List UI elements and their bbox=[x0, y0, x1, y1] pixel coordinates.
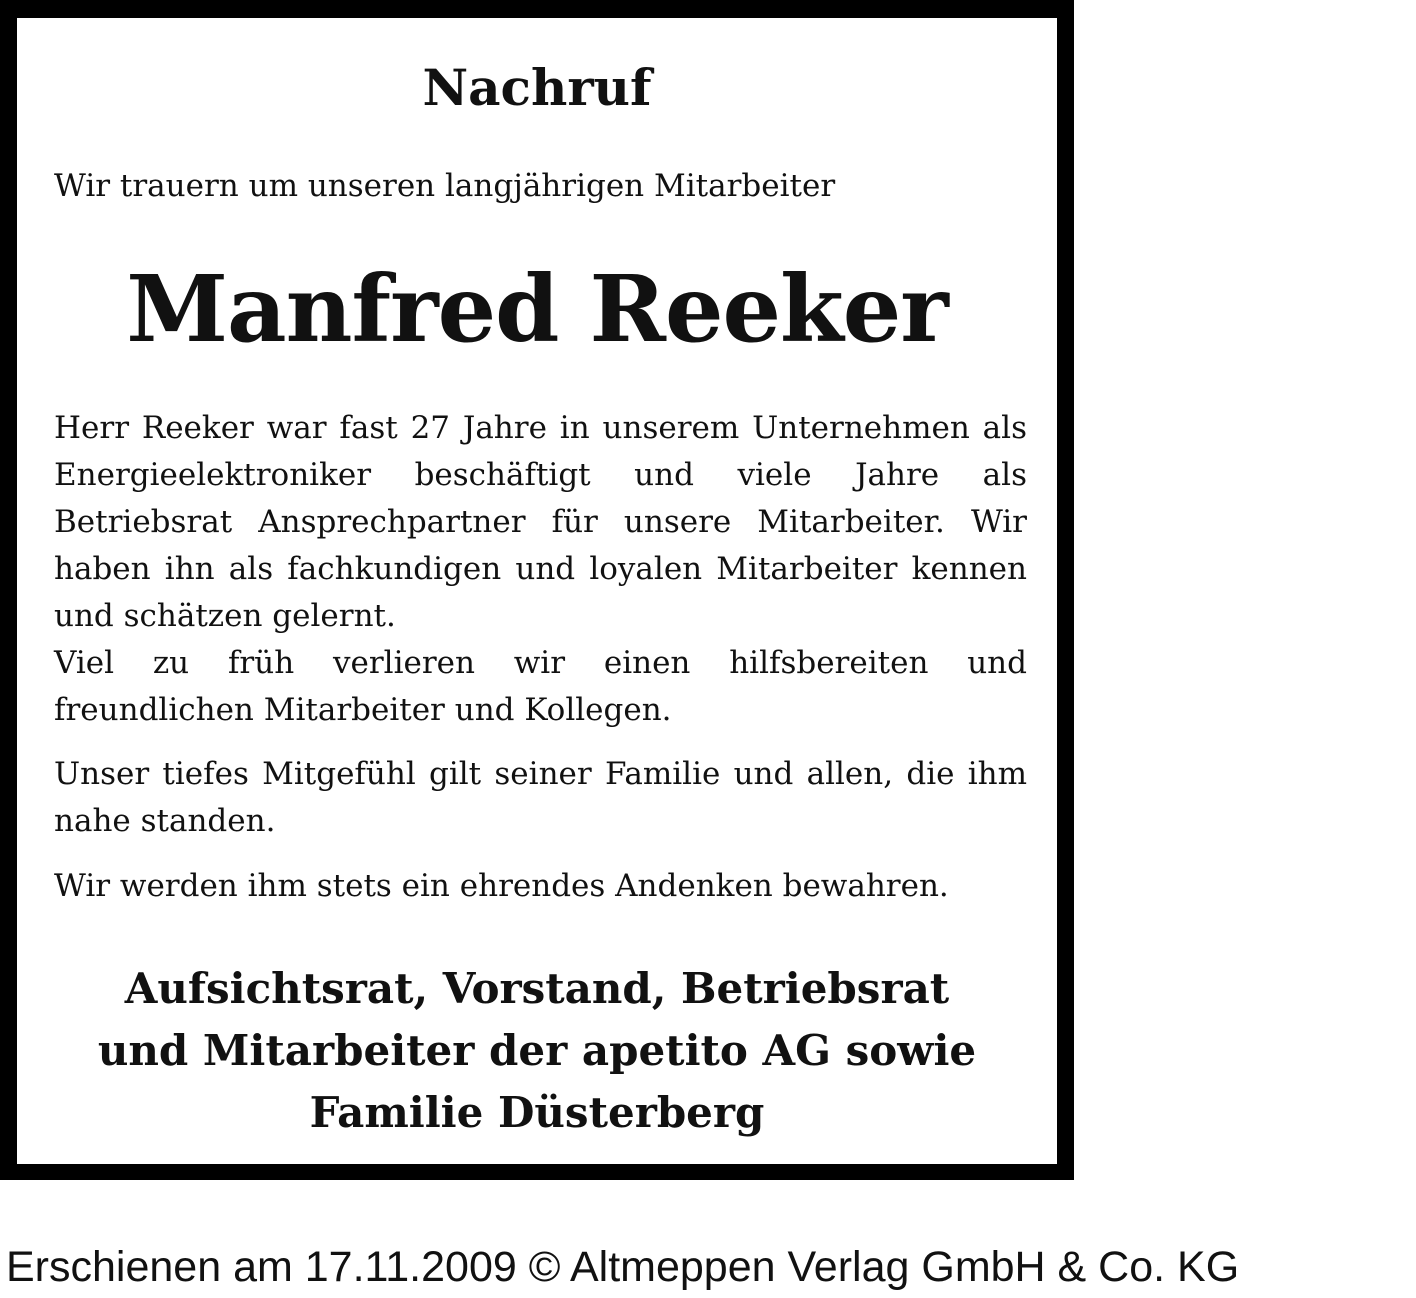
tribute-paragraph bbox=[54, 405, 1027, 734]
remembrance-paragraph: Wir werden ihm stets ein ehrendes Andenken bewahren. bbox=[54, 868, 949, 904]
signature-line: Aufsichtsrat, Vorstand, Betriebsrat bbox=[124, 964, 950, 1013]
signature-line: Familie Düsterberg bbox=[309, 1088, 765, 1137]
tribute-text-part-1: Herr Reeker war fast 27 Jahre in unserem Unternehmen als Energieelektroniker beschäftigt und viele Jahre als Betriebsrat Ansprechpartner für unsere Mitarbeiter. Wir haben ihn als fachkundigen und loyalen Mitarbeiter kennen und schätzen gelernt. bbox=[54, 410, 1027, 634]
publication-footer: Erschienen am 17.11.2009 © Altmeppen Verlag GmbH & Co. KG bbox=[6, 1243, 1240, 1291]
intro-line: Wir trauern um unseren langjährigen Mitarbeiter bbox=[54, 168, 836, 204]
signature-line: und Mitarbeiter der apetito AG sowie bbox=[97, 1026, 977, 1075]
deceased-name: Manfred Reeker bbox=[126, 255, 948, 363]
notice-title: Nachruf bbox=[422, 58, 652, 117]
signature-block bbox=[17, 958, 1057, 1144]
tribute-text-part-2: Viel zu früh verlieren wir einen hilfsbereiten und freundlichen Mitarbeiter und Kollegen. bbox=[54, 645, 1027, 728]
condolence-paragraph: Unser tiefes Mitgefühl gilt seiner Familie und allen, die ihm nahe standen. bbox=[54, 756, 1027, 839]
